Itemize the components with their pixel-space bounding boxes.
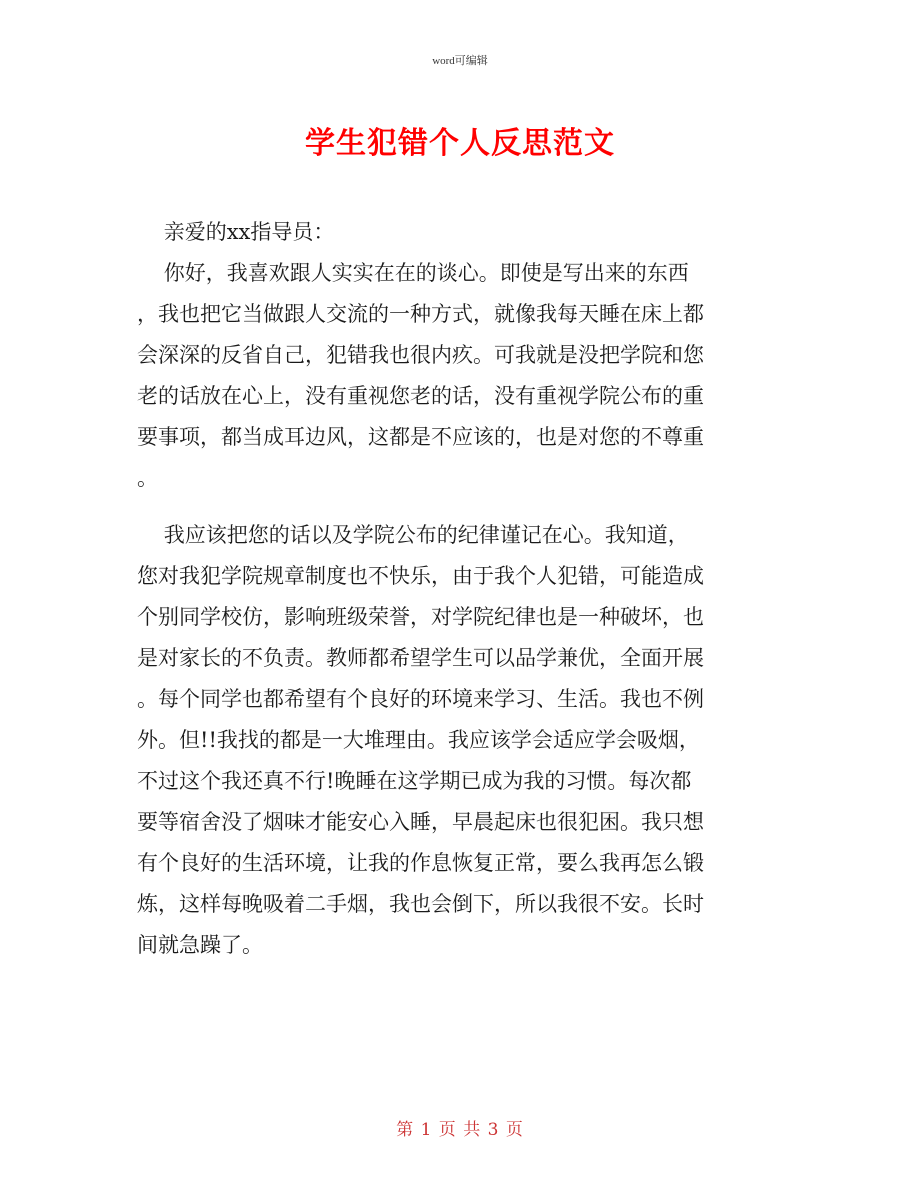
paragraph-line: 有个良好的生活环境，让我的作息恢复正常，要么我再怎么锻 [137, 851, 704, 875]
paragraph-line: 你好，我喜欢跟人实实在在的谈心。即使是写出来的东西 [137, 261, 689, 285]
paragraph-line: 会深深的反省自己，犯错我也很内疚。可我就是没把学院和您 [137, 343, 704, 367]
paragraph-line: 个别同学校仿，影响班级荣誉，对学院纪律也是一种破坏，也 [137, 605, 704, 629]
paragraph-spacer [137, 499, 787, 515]
paragraph-line: 间就急躁了。 [137, 933, 263, 957]
paragraph-line: 您对我犯学院规章制度也不快乐，由于我个人犯错，可能造成 [137, 564, 704, 588]
document-title: 学生犯错个人反思范文 [305, 126, 615, 161]
paragraph-1 [137, 253, 787, 499]
paragraph-line: 炼，这样每晚吸着二手烟，我也会倒下，所以我很不安。长时 [137, 892, 704, 916]
paragraph-line: 不过这个我还真不行!晚睡在这学期已成为我的习惯。每次都 [137, 769, 692, 793]
paragraph-2 [137, 515, 787, 966]
paragraph-line: 我应该把您的话以及学院公布的纪律谨记在心。我知道， [137, 523, 689, 547]
page-number-footer: 第 1 页 共 3 页 [396, 1120, 524, 1140]
page-header: word可编辑 [432, 55, 488, 67]
paragraph-line: 是对家长的不负责。教师都希望学生可以品学兼优，全面开展 [137, 646, 704, 670]
document-body [137, 212, 787, 966]
paragraph-line: 要等宿舍没了烟味才能安心入睡，早晨起床也很犯困。我只想 [137, 810, 704, 834]
paragraph-line: 。 [137, 466, 158, 490]
paragraph-line: 要事项，都当成耳边风，这都是不应该的，也是对您的不尊重 [137, 425, 704, 449]
paragraph-line: ，我也把它当做跟人交流的一种方式，就像我每天睡在床上都 [137, 302, 704, 326]
salutation: 亲爱的xx指导员： [137, 220, 335, 244]
paragraph-line: 。每个同学也都希望有个良好的环境来学习、生活。我也不例 [137, 687, 704, 711]
paragraph-line: 外。但!!我找的都是一大堆理由。我应该学会适应学会吸烟， [137, 728, 700, 752]
paragraph-line: 老的话放在心上，没有重视您老的话，没有重视学院公布的重 [137, 384, 704, 408]
